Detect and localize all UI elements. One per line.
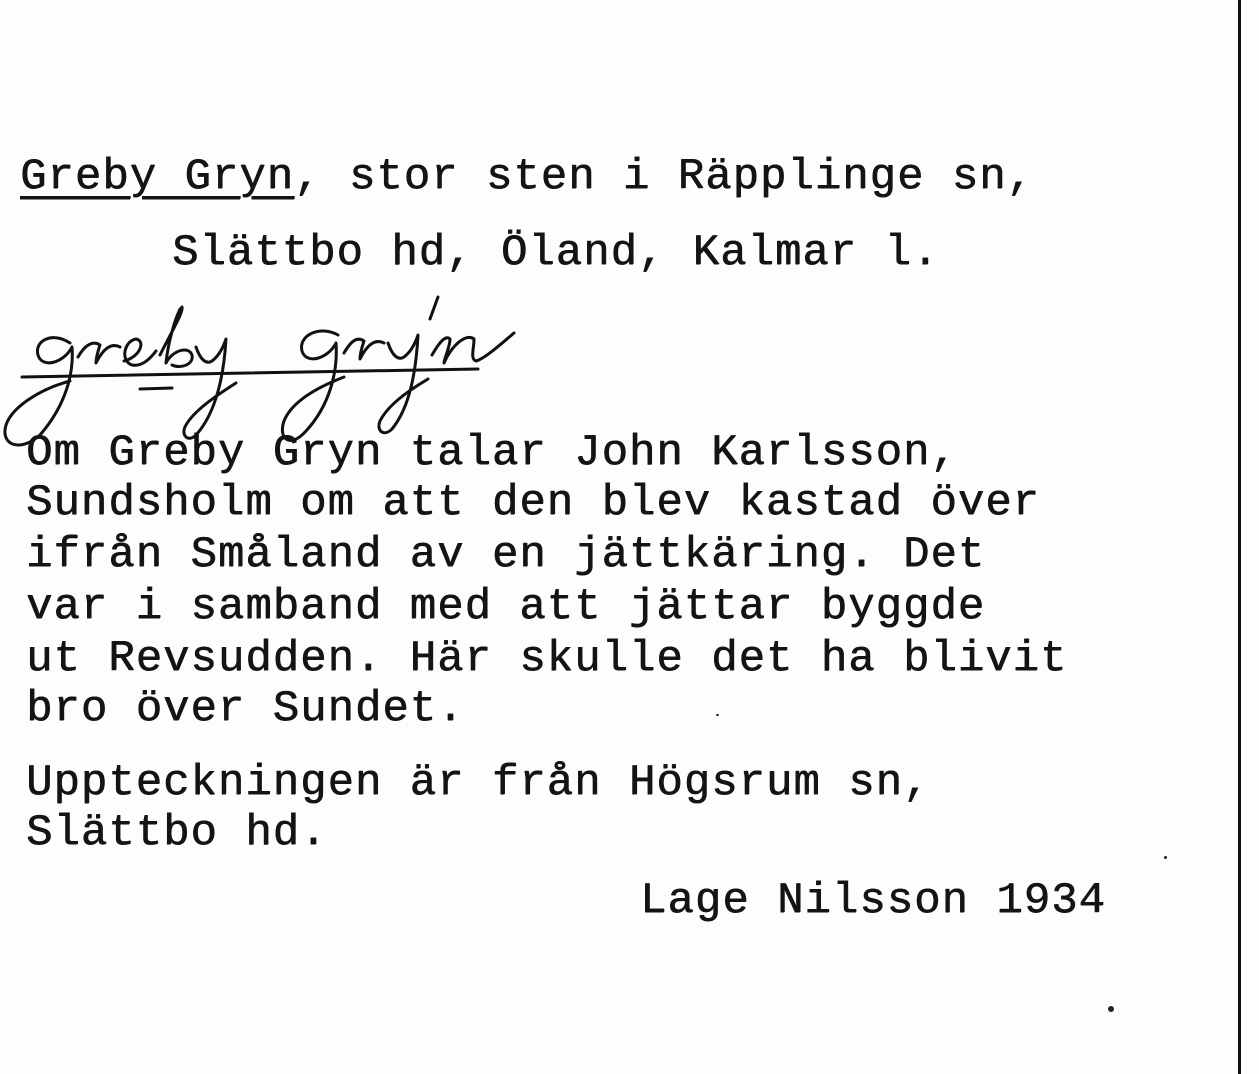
body-line-6: bro över Sundet. — [26, 684, 465, 734]
heading-line-2: Slättbo hd, Öland, Kalmar l. — [172, 228, 940, 278]
record-line-2: Slättbo hd. — [26, 808, 328, 858]
ink-speck — [1164, 856, 1167, 859]
card-edge — [1238, 0, 1241, 1074]
ink-speck — [1108, 1006, 1114, 1012]
body-line-4: var i samband med att jättar byggde — [26, 582, 986, 632]
body-line-3: ifrån Småland av en jättkäring. Det — [26, 530, 986, 580]
record-line-1: Uppteckningen är från Högsrum sn, — [26, 758, 931, 808]
body-line-1: Om Greby Gryn talar John Karlsson, — [26, 428, 958, 478]
signature: Lage Nilsson 1934 — [640, 876, 1106, 926]
ink-speck — [716, 714, 719, 716]
place-name: Greby Gryn — [20, 152, 295, 202]
heading-description: , stor sten i Räpplinge sn, — [294, 152, 1034, 202]
heading-line-1 — [20, 152, 1034, 202]
body-line-5: ut Revsudden. Här skulle det ha blivit — [26, 634, 1068, 684]
body-line-2: Sundsholm om att den blev kastad över — [26, 478, 1040, 528]
